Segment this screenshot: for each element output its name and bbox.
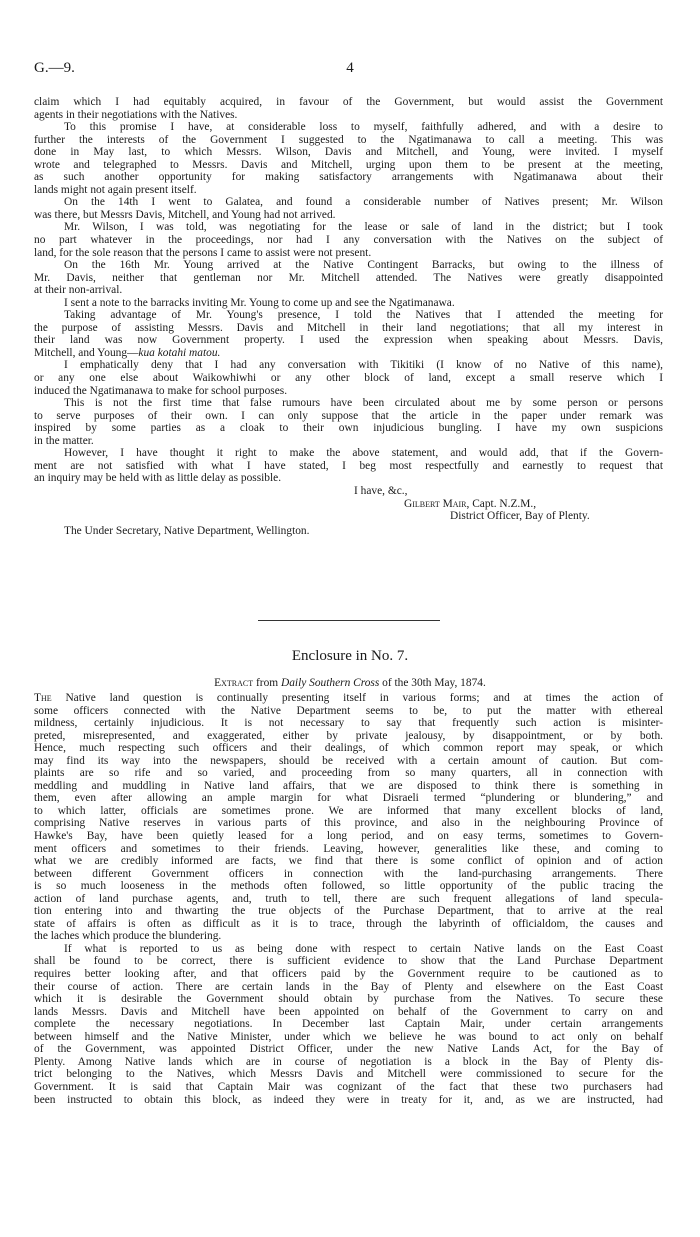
text-line: [34, 981, 663, 994]
text-line: [34, 184, 663, 197]
line-text: induced the Ngatimanawa to make for school purposes.: [34, 384, 288, 397]
line-text: lands Messrs. Davis and Mitchell have been appointed on behalf of the Government to carry on and: [34, 1005, 663, 1018]
line-text: Mitchell, and Young—: [34, 346, 139, 359]
line-text: trict belonging to the Natives, which Messrs Davis and Mitchell were commissioned to secure for the: [34, 1068, 663, 1081]
line-text: what we are credibly informed are facts, we find that there is some conflict of opinion and of action: [34, 855, 663, 868]
text-line: [34, 918, 663, 931]
text-line: [34, 1094, 663, 1107]
line-text: mildness, certainly injudicious. It is not necessary to say that frequently such action is misinter-: [34, 717, 663, 730]
line-text: plaints are so rife and so varied, and proceeding from so many quarters, all in connection with: [34, 767, 663, 780]
text-line: [34, 221, 663, 234]
line-text: tion entering into and thwarting the true objects of the Purchase Department, that to arrive at the real: [34, 905, 663, 918]
text-line: [34, 247, 663, 260]
line-text: ment officers and sometimes to their friends. Leaving, however, generalities like these, and coming to: [34, 842, 663, 855]
line-text: Hence, much respecting such officers and their dealings, of which common report may speak, or which: [34, 742, 663, 755]
text-line: [34, 460, 663, 473]
line-text: Plenty. Among Native lands which are in course of negotiation is a block in the Bay of Plenty dis-: [34, 1055, 663, 1068]
text-line: [34, 830, 663, 843]
text-line: [34, 96, 663, 109]
line-text: preted, misrepresented, and exaggerated, either by private jealousy, by disappointment, or by both.: [34, 729, 663, 742]
line-text: wrote and telegraphed to Messrs. Davis and Mitchell, urging upon them to be present at the meeting,: [34, 158, 663, 171]
text-line: [34, 272, 663, 285]
text-line: [34, 134, 663, 147]
drop-word: The: [34, 692, 52, 704]
text-line: [34, 968, 663, 981]
line-text: or any one else about Waikowhiwhi or any other block of land, except a small reserve which I: [34, 372, 663, 385]
article-body: [34, 692, 663, 1106]
text-line: [34, 817, 663, 830]
extract-date: of the 30th May, 1874.: [379, 677, 486, 689]
line-text: inspired by some parties as a cloak to their own injudicious bungling. I have my own suspicions: [34, 422, 663, 435]
signature-name: Gilbert Mair: [404, 497, 467, 510]
line-text: the purpose of assisting Messrs. Davis and Mitchell in their land negotiations; that all my interest in: [34, 321, 663, 334]
text-line: [34, 993, 663, 1006]
line-text: Mr. Wilson, I was told, was negotiating for the lease or sale of land in the district; but I took: [64, 221, 663, 234]
text-line: [34, 322, 663, 335]
text-line: [34, 955, 663, 968]
line-text: an inquiry may be held with as little delay as possible.: [34, 472, 282, 485]
text-line: [34, 705, 663, 718]
line-text: I sent a note to the barracks inviting Mr. Young to come up and see the Ngatimanawa.: [64, 296, 455, 309]
text-line: [34, 109, 663, 122]
line-text: their course of action. There are certain lands in the Bay of Plenty and elsewhere on the East Coast: [34, 980, 663, 993]
text-line: [34, 422, 663, 435]
text-line: [34, 1068, 663, 1081]
text-line: [34, 1018, 663, 1031]
text-line: [34, 1081, 663, 1094]
text-line: [34, 447, 663, 460]
text-line: [34, 855, 663, 868]
line-text: On the 16th Mr. Young arrived at the Native Contingent Barracks, but owing to the illness of: [64, 259, 663, 272]
letter-body: [34, 96, 663, 537]
line-text: of the Government, was appointed District Officer, under the new Native Lands Act, for the Bay of: [34, 1043, 663, 1056]
extract-from: from: [253, 677, 281, 689]
line-text: was there, but Messrs Davis, Mitchell, and Young had not arrived.: [34, 208, 336, 221]
newspaper-name: Daily Southern Cross: [280, 677, 380, 689]
line-text: Mr. Davis, neither that gentleman nor Mr. Mitchell attended. The Natives were greatly disappointed: [34, 271, 663, 284]
line-text: as such another opportunity for making satisfactory arrangements with Ngatimanawa about their: [34, 171, 663, 184]
line-text: state of affairs is often as difficult as it is to trace, through the labyrinth of officialdom, the causes and: [34, 917, 663, 930]
section-divider: [258, 620, 440, 621]
line-text: to serve purposes of their own. I can only suppose that the article in the paper under remark was: [34, 409, 663, 422]
line-text: action of land purchase agents, and, truth to tell, there are such frequent allegations of land specula-: [34, 892, 663, 905]
text-line: [34, 259, 663, 272]
text-line: [34, 435, 663, 448]
text-line: [34, 792, 663, 805]
line-text: some officers connected with the Native Department seems to be, to put the matter with ethereal: [34, 704, 663, 717]
line-text: in the matter.: [34, 434, 94, 447]
line-text: requires better looking after, and that officers paid by the Government require to be cautioned as to: [34, 968, 663, 981]
text-line: [34, 868, 663, 881]
extract-heading: [0, 677, 700, 689]
text-line: [34, 372, 663, 385]
text-line: The Native land question is continually presenting itself in various forms; and at times the action of: [34, 692, 663, 704]
line-text: to which latter, officials are sometimes prone. We are informed that many excellent blocks of land,: [34, 804, 663, 817]
text-line: [34, 780, 663, 793]
signature-office: District Officer, Bay of Plenty.: [450, 510, 590, 523]
text-line: [34, 334, 663, 347]
italic-phrase: kua kotahi matou.: [138, 346, 221, 359]
text-line: [34, 805, 663, 818]
text-line: [34, 905, 663, 918]
line-text: done in May last, to which Messrs. Wilson, Davis and Mitchell, and Young, were invited. I myself: [34, 146, 663, 159]
line-text: their land was now Government property. I used the expression when speaking about Messrs. Davis,: [34, 334, 663, 347]
line-text: claim which I had equitably acquired, in favour of the Government, but would assist the Government: [34, 96, 663, 108]
text-line: [34, 755, 663, 768]
line-text: been instructed to obtain this block, as indeed they were in treaty for it, and, as we are instructed, had: [34, 1093, 663, 1106]
text-line: [34, 410, 663, 423]
text-line: [34, 297, 663, 310]
line-text: is so much looseness in the methods often followed, so little opportunity of the public tracing the: [34, 880, 663, 893]
line-text: Government. It is said that Captain Mair was cognizant of the fact that these two purchasers had: [34, 1080, 663, 1093]
line-text: them, even after allowing an ample margin for what Disraeli termed “plundering or blundering,” and: [34, 792, 663, 805]
closing-line: [34, 485, 663, 498]
line-text: at their non-arrival.: [34, 284, 123, 297]
line-text: This is not the first time that false rumours have been circulated about me by some person or persons: [64, 397, 663, 410]
text-line: [34, 730, 663, 743]
text-line: [34, 893, 663, 906]
line-text: I emphatically deny that I had any conversation with Tikitiki (I know of no Native of this name),: [64, 359, 663, 372]
text-line: [34, 171, 663, 184]
text-line: [34, 159, 663, 172]
office-line: [34, 510, 663, 523]
text-line: [34, 1056, 663, 1069]
line-text: agents in their negotiations with the Natives.: [34, 108, 238, 121]
text-line: [34, 196, 663, 209]
line-text: meddling and muddling in Native land affairs, that we are disposed to think there is something in: [34, 779, 663, 792]
line-text: the laches which produce the blundering.: [34, 930, 222, 943]
line-text: However, I have thought it right to make the above statement, and would add, that if the Govern-: [64, 447, 663, 460]
line-text: Taking advantage of Mr. Young's presence, I told the Natives that I attended the meeting for: [64, 309, 663, 322]
line-text: which it is desirable the Government should obtain by purchase from the Natives. To secure these: [34, 993, 663, 1006]
text-line: [34, 472, 663, 485]
line-text: between himself and the Native Minister, under which we believe he was bound to act only on behalf: [34, 1030, 663, 1043]
text-line: [34, 347, 663, 360]
text-line: [34, 309, 663, 322]
line-text: comprising Native reserves in various parts of this province, and also in the neighbouring Province of: [34, 817, 663, 830]
line-text: shall be found to be correct, there is sufficient evidence to show that the Land Purchase Department: [34, 955, 663, 968]
text-line: [34, 767, 663, 780]
line-text: further the interests of the Government I suggested to the Ngatimanawa to call a meeting. This was: [34, 133, 663, 146]
signature-line: [34, 498, 663, 511]
line-text: To this promise I have, at considerable loss to myself, faithfully adhered, and with a desire to: [64, 121, 663, 134]
line-text: may find its way into the newspapers, should be received with a certain amount of caution. But com-: [34, 754, 663, 767]
text-line: [34, 880, 663, 893]
text-line: [34, 359, 663, 372]
text-line: [34, 284, 663, 297]
text-line: [34, 209, 663, 222]
enclosure-title: Enclosure in No. 7.: [291, 648, 409, 664]
line-text: between different Government officers in connection with the land-purchasing arrangements. There: [34, 867, 663, 880]
text-line: [34, 1006, 663, 1019]
text-line: [34, 385, 663, 398]
text-line: [34, 397, 663, 410]
text-line: [34, 930, 663, 943]
extract-label: Extract: [214, 677, 254, 689]
text-line: [34, 1031, 663, 1044]
text-line: [34, 843, 663, 856]
line-text: lands might not again present itself.: [34, 183, 197, 196]
closing-text: I have, &c.,: [354, 484, 408, 497]
text-line: [34, 146, 663, 159]
text-line: [34, 121, 663, 134]
text-line: [34, 234, 663, 247]
page-number: 4: [346, 60, 354, 76]
text-line: [34, 742, 663, 755]
addressee: The Under Secretary, Native Department, Wellington.: [64, 524, 310, 537]
text-line: [34, 943, 663, 956]
signature-rank: , Capt. N.Z.M.,: [466, 497, 537, 510]
document-reference: G.—9.: [34, 60, 75, 76]
line-text: On the 14th I went to Galatea, and found a considerable number of Natives present; Mr. Wilson: [64, 196, 663, 209]
text-line: [34, 717, 663, 730]
line-text: complete the necessary negotiations. In December last Captain Mair, under certain arrangements: [34, 1018, 663, 1031]
line-text: ment are not satisfied with what I have stated, I beg most respectfully and earnestly to request that: [34, 459, 663, 472]
line-text: Hawke's Bay, have been quietly leased for a long period, and on easy terms, sometimes to Govern-: [34, 830, 663, 843]
line-text: land, for the sole reason that the persons I came to assist were not present.: [34, 246, 372, 259]
text-line: [34, 1043, 663, 1056]
line-text: no part whatever in the proceedings, nor had I any conversation with the Natives on the subject of: [34, 234, 663, 247]
line-text: If what is reported to us as being done with respect to certain Native lands on the East Coast: [64, 942, 663, 955]
